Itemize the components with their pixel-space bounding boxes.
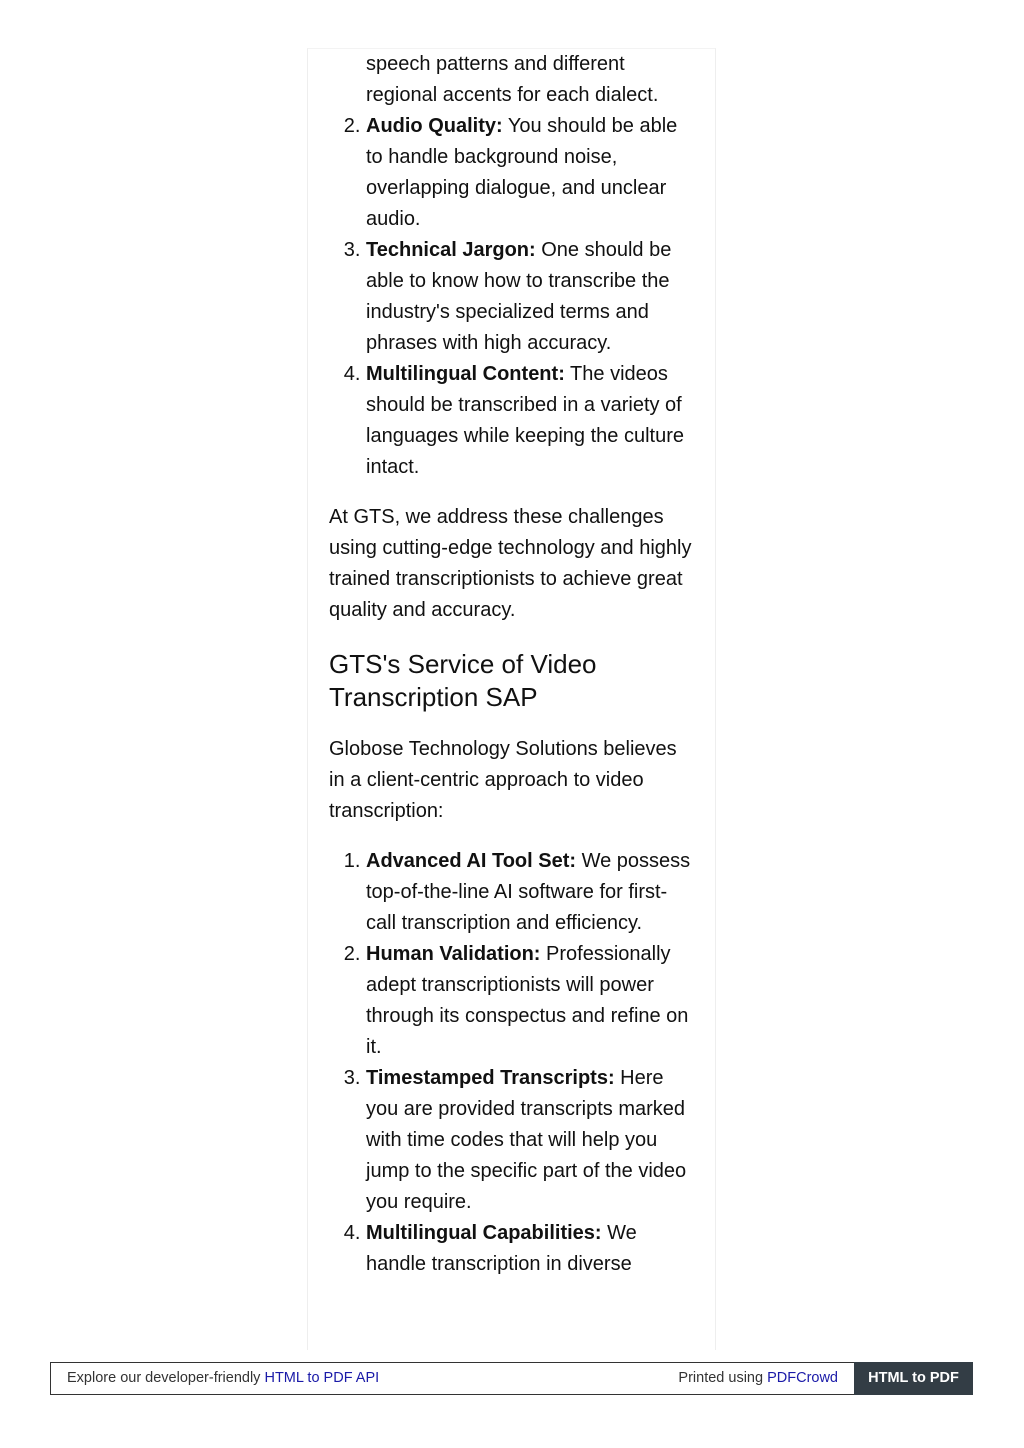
list-item-text: The videos should be transcribed in a variety of languages while keeping the culture intact. [366,363,684,478]
list-item [366,1218,695,1280]
body-paragraph: At GTS, we address these challenges using cutting-edge technology and highly trained transcriptionists to achieve great quality and accuracy. [329,506,692,621]
list-item-text: Here you are provided transcripts marked with time codes that will help you jump to the specific part of the video you require. [366,1067,687,1213]
list-item-term: Technical Jargon: [366,239,536,261]
list-item-term: Multilingual Content: [366,363,565,385]
list-item [366,235,695,359]
list-item-text: One should be able to know how to transcribe the industry's specialized terms and phrases with high accuracy. [366,239,672,354]
pdfcrowd-link[interactable]: PDFCrowd [767,1370,838,1386]
list-item [366,939,695,1063]
print-footer [50,1362,973,1395]
html-to-pdf-api-link[interactable]: HTML to PDF API [264,1370,380,1386]
list-item [366,846,695,939]
list-item-text: We handle transcription in diverse [366,1222,637,1275]
services-list [329,846,695,1280]
list-item-term: Human Validation: [366,943,541,965]
body-paragraph: Globose Technology Solutions believes in a client-centric approach to video transcription: [329,738,677,822]
challenges-list [329,49,695,483]
footer-printed-text: Printed using [678,1370,768,1386]
list-item [366,1063,695,1218]
section-heading: GTS's Service of Video Transcription SAP [329,649,597,712]
article-content [329,49,695,1280]
list-item-continuation [366,49,695,111]
footer-promo-text: Explore our developer-friendly [67,1370,265,1386]
list-item [366,359,695,483]
footer-printed-by [678,1363,838,1394]
list-item-text: Professionally adept transcriptionists will power through its conspectus and refine on it. [366,943,689,1058]
list-item-term: Timestamped Transcripts: [366,1067,615,1089]
list-item-term: Audio Quality: [366,115,503,137]
list-item-text: We possess top-of-the-line AI software for first-call transcription and efficiency. [366,850,691,934]
list-item-term: Advanced AI Tool Set: [366,850,577,872]
list-item-term: Multilingual Capabilities: [366,1222,602,1244]
list-item-text: You should be able to handle background noise, overlapping dialogue, and unclear audio. [366,115,678,230]
list-item [366,111,695,235]
footer-promo [67,1363,379,1394]
list-item-text: speech patterns and different regional accents for each dialect. [366,53,659,106]
html-to-pdf-badge[interactable]: HTML to PDF [854,1362,973,1395]
